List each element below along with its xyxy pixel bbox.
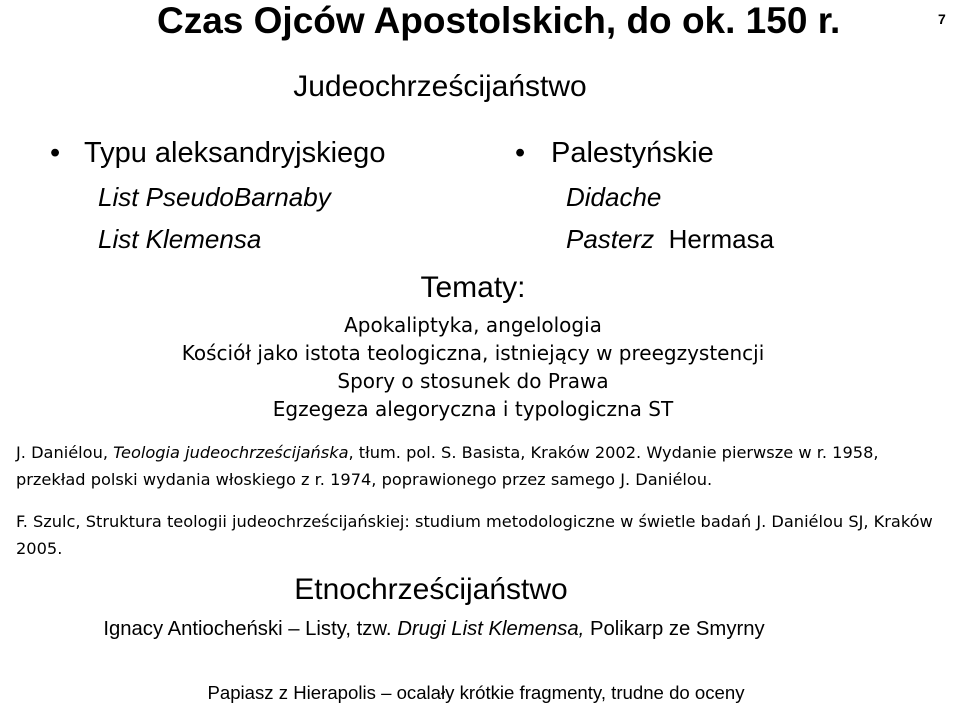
ref-title: Teologia judeochrześcijańska — [113, 443, 349, 462]
reference-danielou — [16, 439, 936, 493]
ref-rest: , tłum. pol. S. Basista, Kraków 2002. Wydanie pierwsze w r. 1958, przekład polski wydania włoskiego z r. 1974, poprawionego przez samego J. Daniélou. — [16, 443, 879, 489]
palestinian-label: Palestyńskie — [551, 137, 714, 169]
ignacy-text: Ignacy Antiocheński – Listy, tzw. — [103, 618, 398, 640]
list-item: Didache — [566, 182, 662, 212]
ref-author: J. Daniélou, — [16, 443, 114, 462]
alexandrian-type-label: Typu aleksandryjskiego — [84, 137, 386, 169]
ignacy-line — [98, 616, 770, 643]
topic-item: Egzegeza alegoryczna i typologiczna ST — [272, 397, 674, 421]
slide-title: Czas Ojców Apostolskich, do ok. 150 r. — [157, 0, 841, 41]
etnochrzescijanstwo-heading: Etnochrześcijaństwo — [294, 573, 568, 606]
tematy-heading: Tematy: — [420, 271, 526, 304]
bullet-icon: • — [50, 137, 61, 169]
hermasa-text: Hermasa — [668, 224, 775, 254]
topic-item: Spory o stosunek do Prawa — [337, 369, 609, 393]
pasterz-text: Pasterz — [566, 224, 655, 254]
judeochrzescijanstwo-heading: Judeochrześcijaństwo — [293, 70, 587, 103]
list-item: List Klemensa — [98, 224, 262, 254]
list-item: List PseudoBarnaby — [98, 182, 331, 212]
drugi-list-text: Drugi List Klemensa, — [397, 618, 585, 640]
bullet-icon: • — [515, 137, 526, 169]
reference-szulc: F. Szulc, Struktura teologii judeochrześcijańskiej: studium metodologiczne w świetle badań J. Daniélou SJ, Kraków 2005. — [16, 512, 933, 558]
list-item — [566, 226, 774, 252]
topic-item: Apokaliptyka, angelologia — [344, 313, 602, 337]
polikarp-text: Polikarp ze Smyrny — [584, 618, 765, 640]
papiasz-line: Papiasz z Hierapolis – ocalały krótkie fragmenty, trudne do oceny — [207, 682, 745, 703]
topic-item: Kościół jako istota teologiczna, istniejący w preegzystencji — [181, 341, 765, 365]
page-number: 7 — [938, 11, 946, 27]
